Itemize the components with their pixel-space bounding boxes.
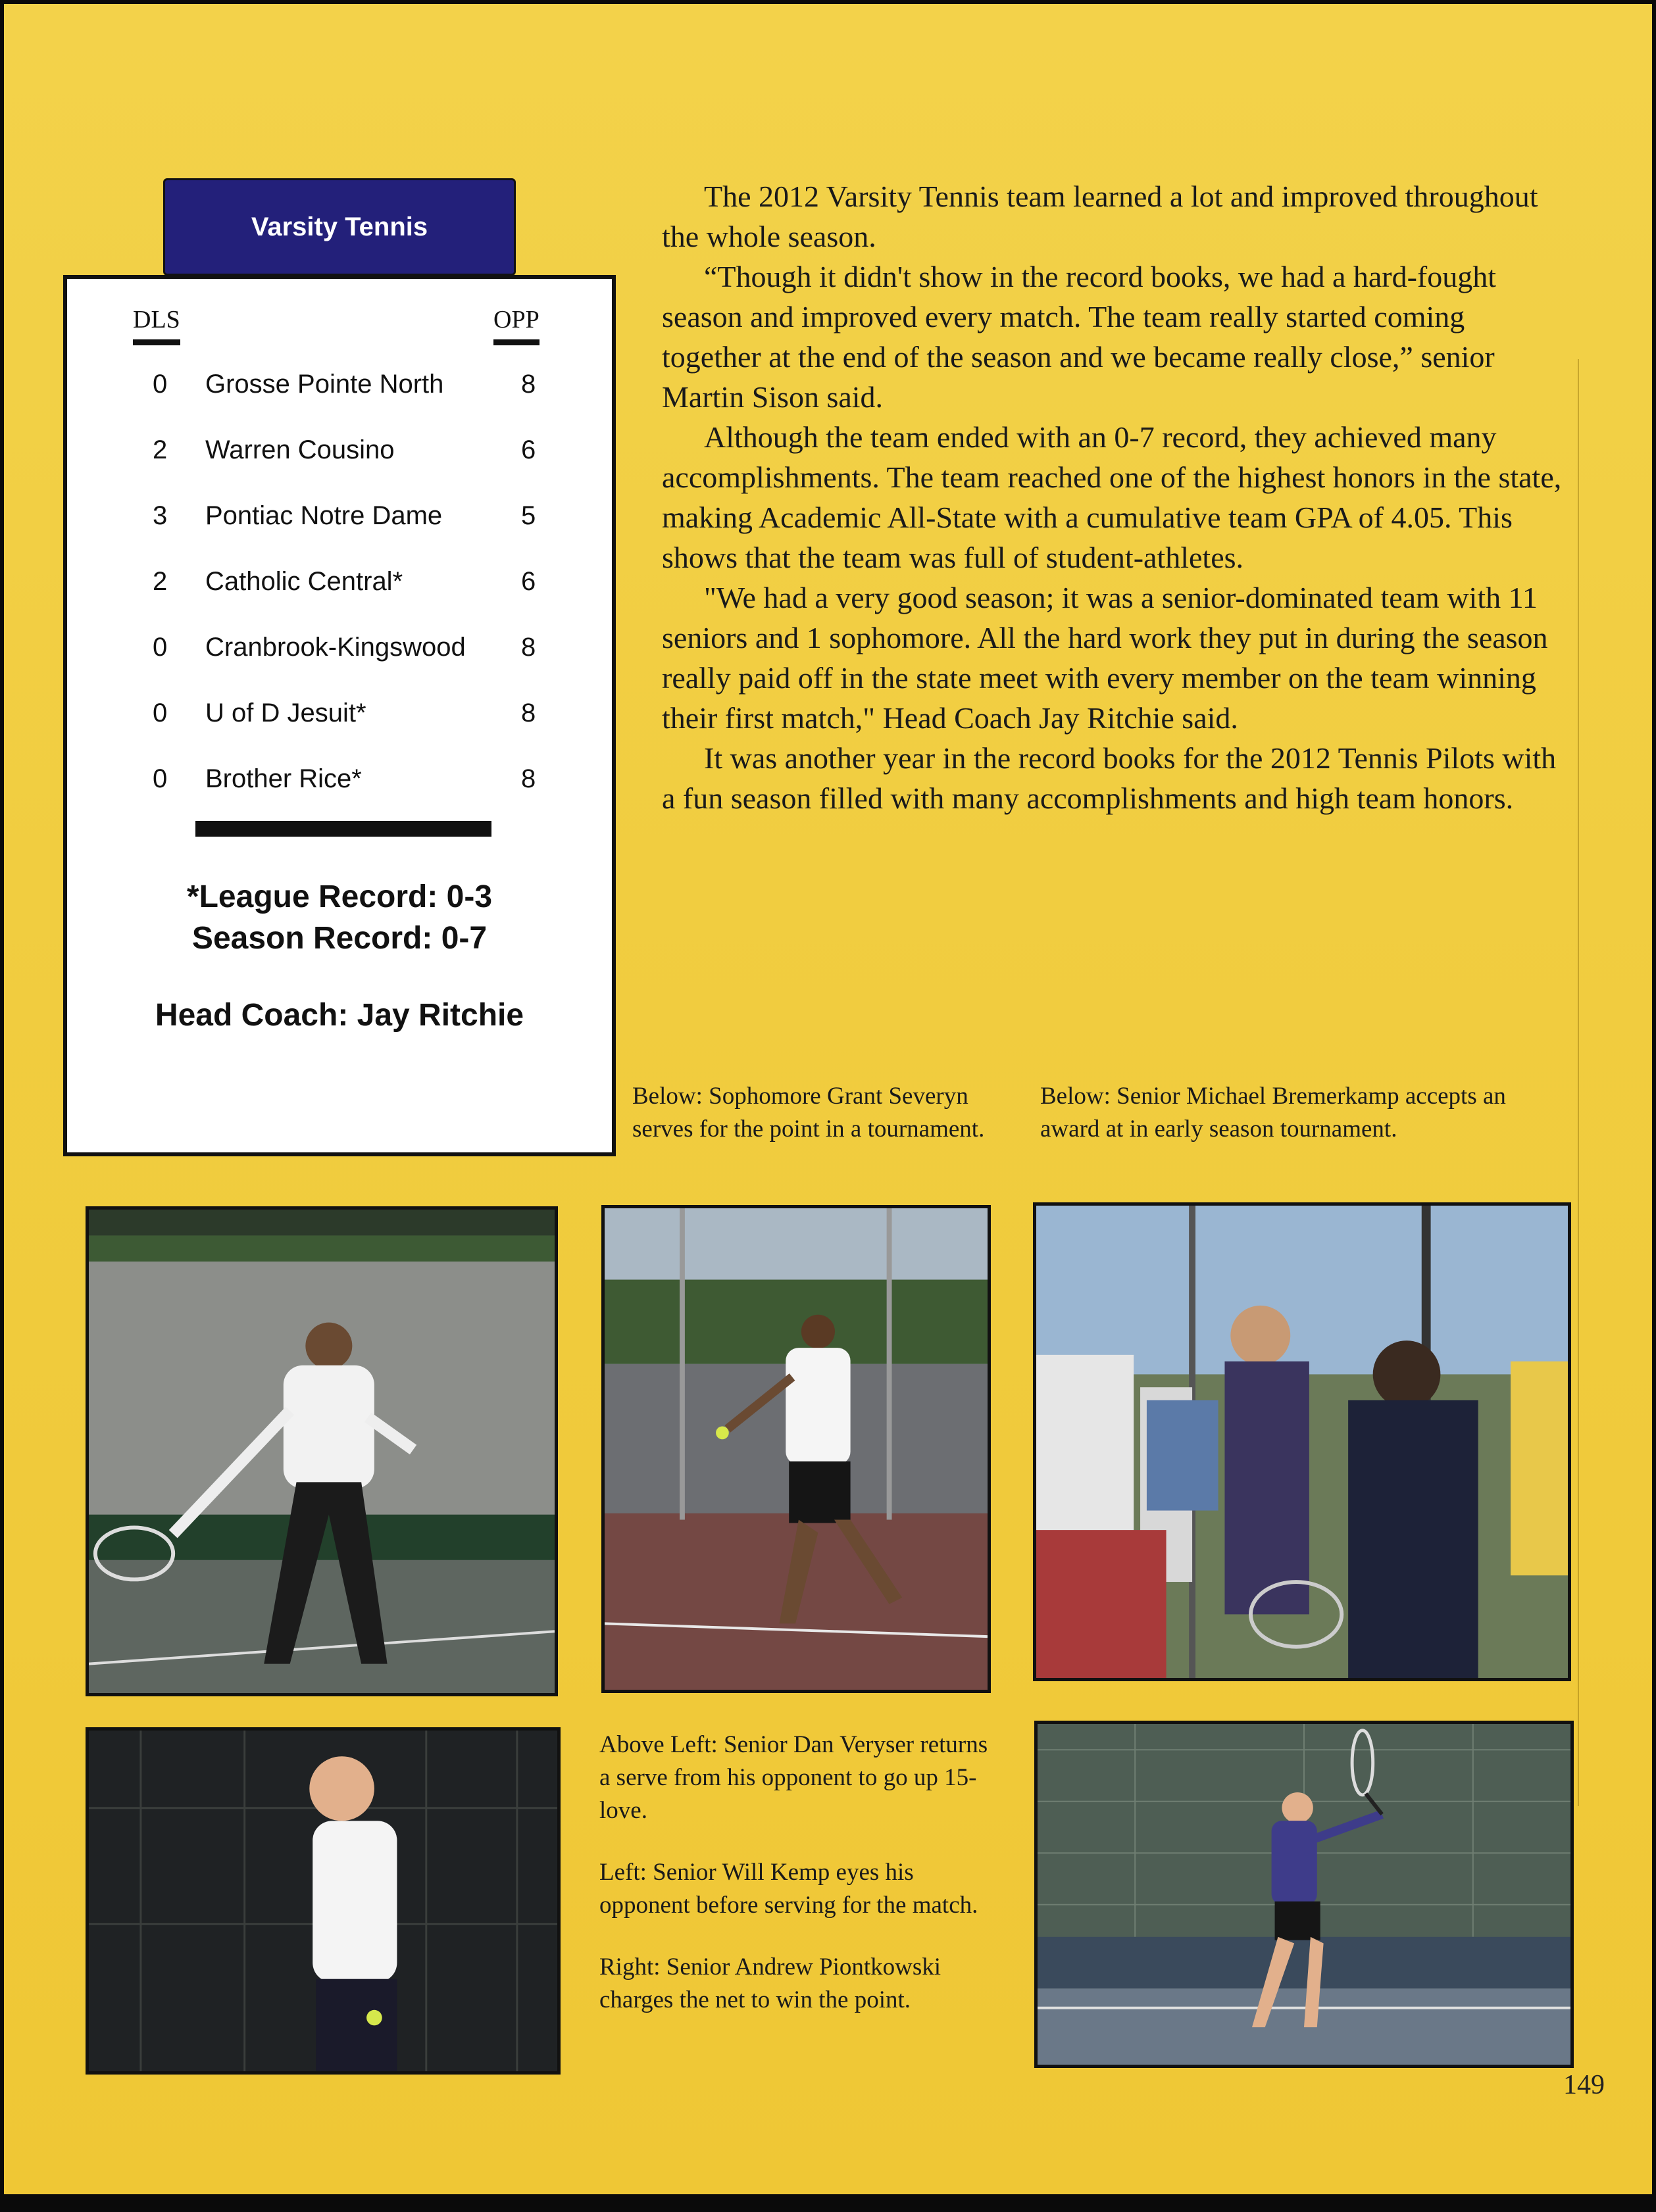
banner-title: Varsity Tennis bbox=[251, 212, 428, 241]
opp-header: OPP bbox=[493, 305, 539, 345]
season-record: Season Record: 0-7 bbox=[191, 921, 488, 956]
dls-score: 3 bbox=[153, 501, 168, 530]
article-body bbox=[662, 176, 1563, 818]
photo-andrew-piontkowski bbox=[1034, 1721, 1574, 2068]
caption-above-left: Above Left: Senior Dan Veryser returns a serve from his opponent to go up 15-love. bbox=[599, 1731, 988, 1824]
score-row bbox=[67, 370, 612, 409]
header-underline bbox=[493, 339, 539, 345]
opponent-name: Pontiac Notre Dame bbox=[205, 501, 443, 530]
section-banner bbox=[163, 178, 516, 276]
article-paragraph: The 2012 Varsity Tennis team learned a lot and improved throughout the whole season. bbox=[662, 180, 1538, 253]
dls-score: 2 bbox=[153, 435, 168, 464]
caption-group bbox=[599, 1729, 1001, 2046]
dls-header: DLS bbox=[133, 305, 180, 345]
caption-michael: Below: Senior Michael Bremerkamp accepts an award at in early season tournament. bbox=[1040, 1083, 1506, 1143]
opponent-name: Catholic Central* bbox=[205, 567, 403, 596]
opp-score: 8 bbox=[521, 699, 536, 727]
score-row bbox=[67, 633, 612, 672]
opp-score: 8 bbox=[521, 370, 536, 399]
photo-dan-veryser bbox=[86, 1206, 558, 1696]
opponent-name: Cranbrook-Kingswood bbox=[205, 633, 466, 662]
page-crease bbox=[1578, 359, 1579, 1806]
opponent-name: U of D Jesuit* bbox=[205, 699, 366, 727]
photo-grant-severyn bbox=[601, 1205, 991, 1693]
dls-score: 0 bbox=[153, 370, 168, 399]
opponent-name: Brother Rice* bbox=[205, 764, 362, 793]
dls-score: 0 bbox=[153, 699, 168, 727]
tennis-photo-image bbox=[89, 1210, 555, 1693]
tennis-photo-image bbox=[1036, 1206, 1568, 1678]
tennis-photo-image bbox=[1038, 1724, 1570, 2065]
scoreboard bbox=[63, 275, 616, 1156]
head-coach: Head Coach: Jay Ritchie bbox=[155, 998, 524, 1033]
league-record: *League Record: 0-3 bbox=[186, 879, 493, 914]
score-row bbox=[67, 699, 612, 738]
dls-score: 2 bbox=[153, 567, 168, 596]
article-paragraph: “Though it didn't show in the record books, we had a hard-fought season and improved every match. The team really started coming together at the end of the season and we became really close,” senior Martin Sison said. bbox=[662, 260, 1497, 414]
score-row bbox=[67, 435, 612, 475]
dls-score: 0 bbox=[153, 633, 168, 662]
opponent-name: Warren Cousino bbox=[205, 435, 395, 464]
page-number: 149 bbox=[1563, 2070, 1605, 2100]
header-underline bbox=[133, 339, 180, 345]
caption-left: Left: Senior Will Kemp eyes his opponent before serving for the match. bbox=[599, 1859, 978, 1919]
article-paragraph: It was another year in the record books for the 2012 Tennis Pilots with a fun season filled with many accomplishments and high team honors. bbox=[662, 741, 1557, 815]
yearbook-page bbox=[4, 4, 1652, 2194]
opponent-name: Grosse Pointe North bbox=[205, 370, 444, 399]
caption-right: Right: Senior Andrew Piontkowski charges the net to win the point. bbox=[599, 1954, 941, 2013]
opp-score: 6 bbox=[521, 567, 536, 596]
score-row bbox=[67, 567, 612, 606]
opp-score: 8 bbox=[521, 764, 536, 793]
caption-grant: Below: Sophomore Grant Severyn serves for the point in a tournament. bbox=[632, 1083, 985, 1143]
article-paragraph: "We had a very good season; it was a senior-dominated team with 11 seniors and 1 sophomore. All the hard work they put in during the season really paid off in the state meet with every member on the team winning their first match," Head Coach Jay Ritchie said. bbox=[662, 581, 1548, 735]
score-row bbox=[67, 501, 612, 541]
opp-score: 6 bbox=[521, 435, 536, 464]
tennis-photo-image bbox=[605, 1208, 988, 1690]
photo-michael-bremerkamp bbox=[1033, 1202, 1571, 1681]
opp-score: 8 bbox=[521, 633, 536, 662]
opp-score: 5 bbox=[521, 501, 536, 530]
article-paragraph: Although the team ended with an 0-7 record, they achieved many accomplishments. The team reached one of the highest honors in the state, making Academic All-State with a cumulative team GPA of 4.05. This shows that the team was full of student-athletes. bbox=[662, 420, 1562, 574]
dls-score: 0 bbox=[153, 764, 168, 793]
divider bbox=[195, 821, 491, 837]
score-row bbox=[67, 764, 612, 804]
photo-will-kemp bbox=[86, 1727, 561, 2075]
tennis-photo-image bbox=[89, 1731, 557, 2071]
